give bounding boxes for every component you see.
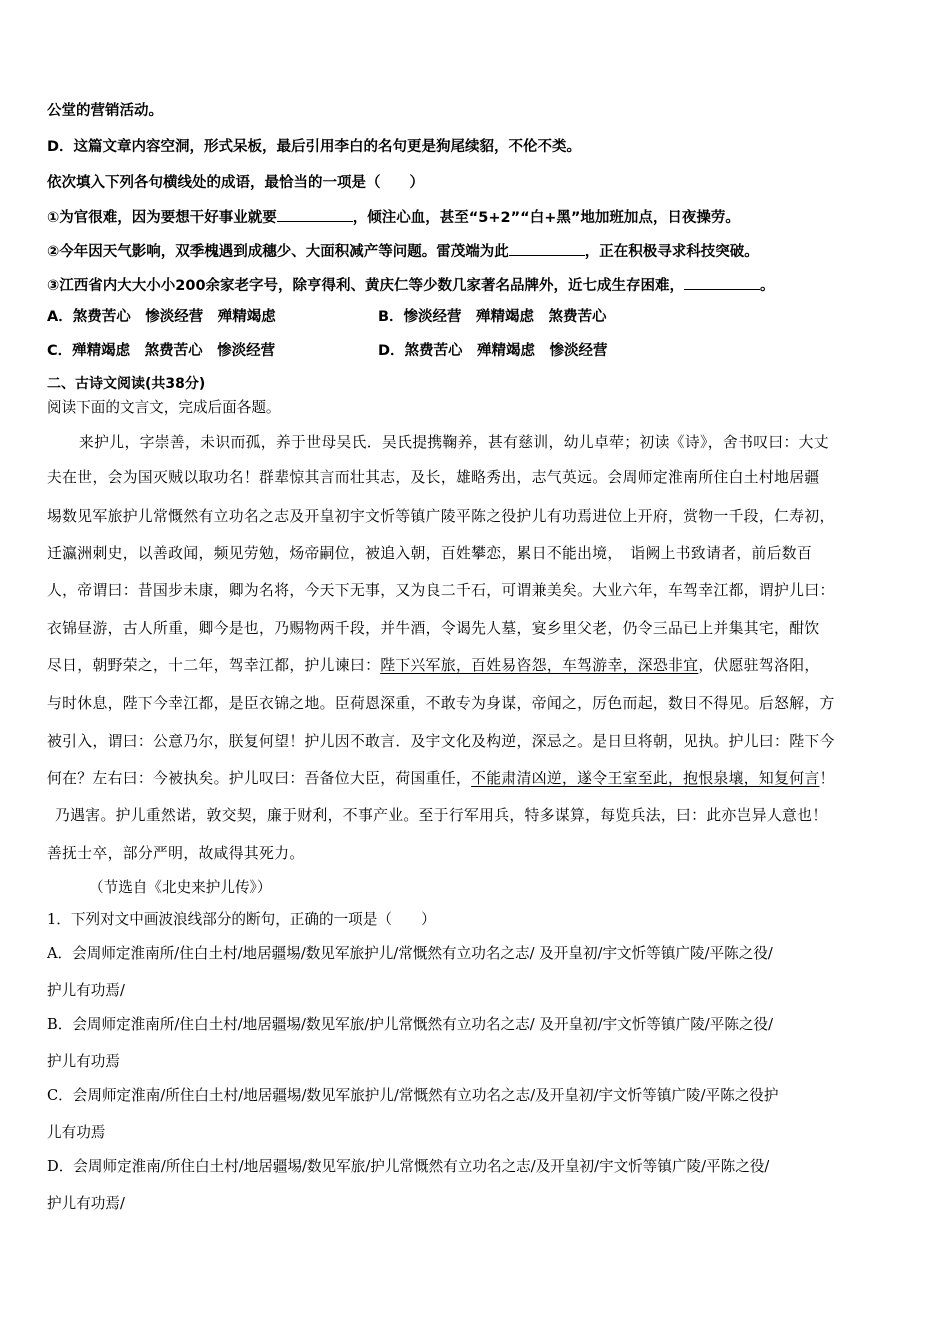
passage-line-7 <box>47 656 820 676</box>
passage-source: （节选自《北史来护儿传》） <box>89 879 272 896</box>
blank-1 <box>277 207 353 222</box>
passage-line-4: 迁瀛洲刺史，以善政闻，频见劳勉，炀帝嗣位，被追入朝，百姓攀恋，累日不能出境， 诣阙上书致请者，前后数百 <box>47 545 813 562</box>
passage-line-10 <box>47 769 835 789</box>
blank-2 <box>509 241 585 256</box>
sentence-1-before: ①为官很难，因为要想干好事业就要 <box>47 210 277 226</box>
passage-line-5: 人，帝谓曰：昔国步未康，卿为名将，今天下无事，又为良二千石，可谓兼美矣。大业六年，车驾幸江都，谓护儿曰： <box>47 582 835 599</box>
sentence-3-before: ③江西省内大大小小200余家老字号，除亨得利、黄庆仁等少数几家著名品牌外，近七成生存困难， <box>47 278 685 294</box>
idiom-question-stem: 依次填入下列各句横线处的成语，最恰当的一项是（ ） <box>47 175 424 191</box>
passage-line-2: 夫在世，会为国灭贼以取功名！群辈惊其言而壮其志，及长，雄略秀出，志气英远。会周师定淮南所住白土村地居疆 <box>47 469 820 486</box>
underlined-sentence-1: 陛下兴军旅，百姓易咨怨，车驾游幸，深恐非宜 <box>380 657 699 674</box>
q1-option-b-line-2: 护儿有功焉 <box>47 1053 120 1070</box>
passage-line-10-start: 何在？左右曰：今被执矣。护儿叹曰：吾备位大臣，荷国重任， <box>47 770 472 787</box>
passage-line-7-end: ，伏愿驻驾洛阳， <box>698 657 820 674</box>
idiom-option-c: C．殚精竭虑 煞费苦心 惨淡经营 <box>47 343 276 359</box>
passage-line-10-end: ！ <box>819 770 835 787</box>
question-1-stem: 1．下列对文中画波浪线部分的断句，正确的一项是（ ） <box>47 911 436 928</box>
intro-line-2: D．这篇文章内容空洞，形式呆板，最后引用李白的名句更是狗尾续貂，不伦不类。 <box>47 139 582 155</box>
q1-option-b-line-1: B．会周师定淮南所/住白土村/地居疆埸/数见军旅/护儿常慨然有立功名之志/ 及开皇初/宇文忻等镇广陵/平陈之役/ <box>47 1016 774 1033</box>
q1-option-a-line-1: A．会周师定淮南所/住白土村/地居疆埸/数见军旅护儿/常慨然有立功名之志/ 及开皇初/宇文忻等镇广陵/平陈之役/ <box>47 945 773 962</box>
q1-option-c-line-2: 儿有功焉 <box>47 1124 106 1141</box>
idiom-sentence-3 <box>47 275 775 296</box>
sentence-2-before: ②今年因天气影响，双季槐遇到成穗少、大面积减产等问题。雷茂端为此 <box>47 244 509 260</box>
idiom-sentence-2 <box>47 241 759 262</box>
idiom-option-d: D．煞费苦心 殚精竭虑 惨淡经营 <box>378 343 608 359</box>
passage-line-9: 被引入，谓曰：公意乃尔，朕复何望！护儿因不敢言．及宇文化及构逆，深忌之。是日旦将朝，见执。护儿曰：陛下今 <box>47 733 835 750</box>
section-2-instruction: 阅读下面的文言文，完成后面各题。 <box>47 399 281 416</box>
passage-line-1: 来护儿，字崇善，未识而孤，养于世母吴氏．吴氏提携鞠养，甚有慈训，幼儿卓荦；初读《诗》，舍书叹曰：大丈 <box>79 434 829 451</box>
idiom-option-a: A．煞费苦心 惨淡经营 殚精竭虑 <box>47 309 276 325</box>
passage-line-8: 与时休息，陛下今幸江都，是臣衣锦之地。臣荷恩深重，不敢专为身谋，帝闻之，厉色而起，数日不得见。后怒解，方 <box>47 695 835 712</box>
passage-line-12: 善抚士卒，部分严明，故咸得其死力。 <box>47 845 305 862</box>
blank-3 <box>684 275 760 290</box>
idiom-option-b: B．惨淡经营 殚精竭虑 煞费苦心 <box>378 309 607 325</box>
idiom-sentence-1 <box>47 207 740 228</box>
passage-line-7-start: 尽日，朝野荣之，十二年，驾幸江都，护儿谏曰： <box>47 657 381 674</box>
q1-option-a-line-2: 护儿有功焉/ <box>47 982 125 999</box>
passage-line-11: 乃遇害。护儿重然诺，敦交契，廉于财利，不事产业。至于行军用兵，特多谋算，每览兵法，曰：此亦岂异人意也！ <box>55 807 828 824</box>
passage-line-3: 埸数见军旅护儿常慨然有立功名之志及开皇初宇文忻等镇广陵平陈之役护儿有功焉进位上开府，赏物一千段，仁寿初， <box>47 508 835 525</box>
q1-option-d-line-1: D．会周师定淮南/所住白土村/地居疆埸/数见军旅/护儿常慨然有立功名之志/及开皇初/宇文忻等镇广陵/平陈之役/ <box>47 1158 770 1175</box>
underlined-sentence-2: 不能肃清凶逆，遂令王室至此，抱恨泉壤，知复何言 <box>471 770 820 787</box>
q1-option-d-line-2: 护儿有功焉/ <box>47 1195 125 1212</box>
passage-line-6: 衣锦昼游，古人所重，卿今是也，乃赐物两千段，并牛酒，令谒先人墓，宴乡里父老，仍令三品已上并集其宅，酣饮 <box>47 620 820 637</box>
sentence-2-after: ，正在积极寻求科技突破。 <box>584 244 759 260</box>
sentence-1-after: ，倾注心血，甚至“5+2”“白+黑”地加班加点，日夜操劳。 <box>352 210 740 226</box>
q1-option-c-line-1: C．会周师定淮南/所住白土村/地居疆埸/数见军旅护儿/常慨然有立功名之志/及开皇初/宇文忻等镇广陵/平陈之役护 <box>47 1087 779 1104</box>
section-2-heading: 二、古诗文阅读(共38分) <box>47 376 206 392</box>
intro-line-1: 公堂的营销活动。 <box>47 103 163 119</box>
sentence-3-after: 。 <box>760 278 775 294</box>
